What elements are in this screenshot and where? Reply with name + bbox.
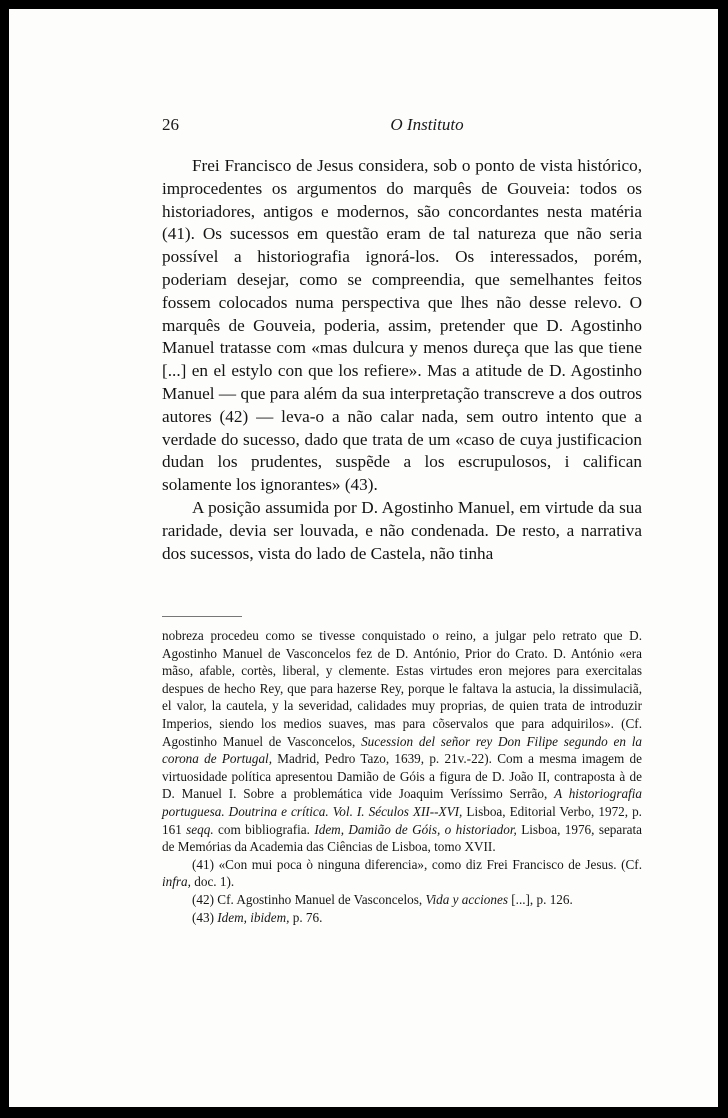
body-paragraph-2: A posição assumida por D. Agostinho Manuel, em virtude da sua raridade, devia ser louvada, e não condenada. De resto, a narrativa dos sucessos, vista do lado de Castela, não tinha	[162, 497, 642, 563]
footnote-42: (42) Cf. Agostinho Manuel de Vasconcelos, Vida y acciones [...], p. 126.	[192, 891, 573, 907]
footnote-separator	[162, 616, 242, 617]
document-page	[9, 9, 718, 1107]
page-number: 26	[162, 115, 179, 134]
footnote-continued: nobreza procedeu como se tivesse conquistado o reino, a julgar pelo retrato que D. Agostinho Manuel de Vasconcelos fez de D. António, Prior do Crato. D. António «era mãso, afable, cortès, liberal, y clemente. Estas virtudes eron mejores para exercitalas despues de hecho Rey, que para hazerse Rey, porque le faltava la astucia, la dissimulaciã, el valor, la cautela, y la severidad, calidades muy proprias, de quien trata de introduzir Imperios, siendo los medios suaves, mas para cõservalos que para adquirilos». (Cf. Agostinho Manuel de Vasconcelos, Sucession del señor rey Don Filipe segundo en la corona de Portugal, Madrid, Pedro Tazo, 1639, p. 21v.-22). Com a mesma imagem de virtuosidade política apresentou Damião de Góis a figura de D. João II, contraposta à de D. Manuel I. Sobre a problemática vide Joaquim Veríssimo Serrão, A historiografia portuguesa. Doutrina e crítica. Vol. I. Séculos XII--XVI, Lisboa, Editorial Verbo, 1972, p. 161 seqq. com bibliografia. Idem, Damião de Góis, o historiador, Lisboa, 1976, separata de Memórias da Academia das Ciências de Lisboa, tomo XVII.	[162, 628, 643, 855]
footnotes	[162, 627, 642, 926]
running-title: O Instituto	[390, 115, 464, 134]
main-text	[162, 155, 642, 565]
body-paragraph-1: Frei Francisco de Jesus considera, sob o ponto de vista histórico, improcedentes os argumentos do marquês de Gouveia: todos os historiadores, antigos e modernos, são concordantes nesta matéria (41). Os sucessos em questão eram de tal natureza que não seria possível a historiografia ignorá-los. Os interessados, porém, poderiam desejar, como se compreendia, que semelhantes feitos fossem colocados numa perspectiva que lhes não desse relevo. O marquês de Gouveia, poderia, assim, pretender que D. Agostinho Manuel tratasse com «mas dulcura y menos dureça que las que tiene [...] en el estylo con que los refiere». Mas a atitude de D. Agostinho Manuel — que para além da sua interpretação transcreve a dos outros autores (42) — leva-o a não calar nada, sem outro intento que a verdade do sucesso, dado que trata de um «caso de cuya justificacion dudan los prudentes, suspẽde a los escrupulosos, i califican solamente los ignorantes» (43).	[162, 156, 642, 495]
footnote-43: (43) Idem, ibidem, p. 76.	[192, 909, 323, 925]
footnote-41: (41) «Con mui poca ò ninguna diferencia», como diz Frei Francisco de Jesus. (Cf. infra, doc. 1).	[162, 856, 642, 890]
